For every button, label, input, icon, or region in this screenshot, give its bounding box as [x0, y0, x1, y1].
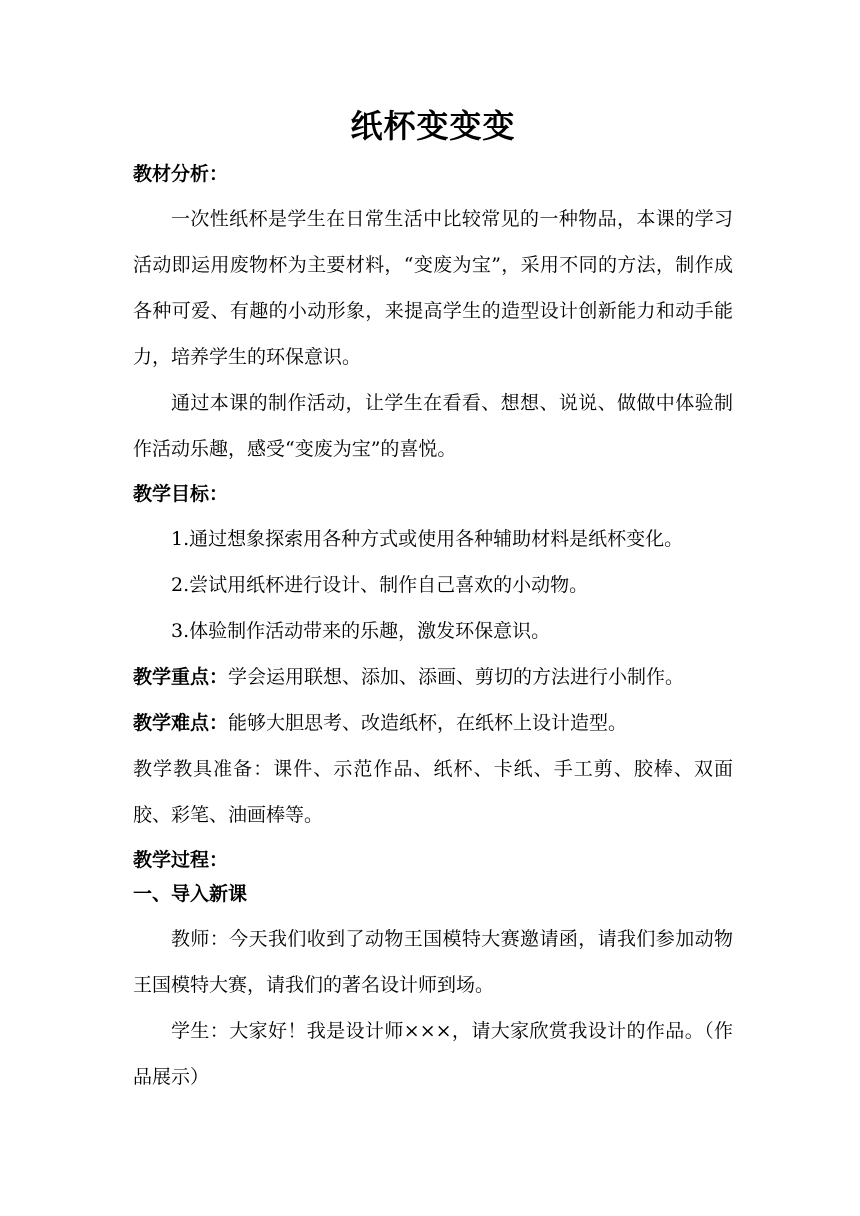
- analysis-paragraph-2: 通过本课的制作活动，让学生在看看、想想、说说、做做中体验制作活动乐趣，感受“变废为宝”的喜悦。: [133, 392, 733, 460]
- key-point-text: 学会运用联想、添加、添画、剪切的方法进行小制作。: [228, 666, 685, 688]
- analysis-paragraph-1: 一次性纸杯是学生在日常生活中比较常见的一种物品，本课的学习活动即运用废物杯为主要材料，“变废为宝”，采用不同的方法，制作成各种可爱、有趣的小动形象，来提高学生的造型设计创新能力和动手能力，培养学生的环保意识。: [133, 208, 733, 368]
- difficulty-text: 能够大胆思考、改造纸杯，在纸杯上设计造型。: [228, 712, 628, 734]
- goal-item-3: 3.体验制作活动带来的乐趣，激发环保意识。: [171, 620, 551, 642]
- step1-paragraph-1: 教师：今天我们收到了动物王国模特大赛邀请函，请我们参加动物王国模特大赛，请我们的著名设计师到场。: [133, 928, 733, 996]
- document-page: [133, 100, 733, 1100]
- goal-item-2: 2.尝试用纸杯进行设计、制作自己喜欢的小动物。: [171, 574, 589, 596]
- process-heading: 教学过程：: [133, 849, 229, 871]
- key-point-line: [133, 654, 733, 700]
- step1-heading: 一、导入新课: [133, 883, 248, 905]
- document-title: 纸杯变变变: [350, 107, 516, 145]
- materials-paragraph: 教学教具准备：课件、示范作品、纸杯、卡纸、手工剪、胶棒、双面胶、彩笔、油画棒等。: [133, 758, 733, 826]
- step1-paragraph-2: 学生：大家好！我是设计师×××，请大家欣赏我设计的作品。（作品展示）: [133, 1020, 733, 1088]
- goals-heading: 教学目标：: [133, 483, 229, 505]
- difficulty-line: [133, 700, 733, 746]
- key-point-label: 教学重点：: [133, 666, 229, 688]
- difficulty-label: 教学难点：: [133, 712, 229, 734]
- analysis-heading: 教材分析：: [133, 163, 229, 185]
- goal-item-1: 1.通过想象探索用各种方式或使用各种辅助材料是纸杯变化。: [171, 528, 684, 550]
